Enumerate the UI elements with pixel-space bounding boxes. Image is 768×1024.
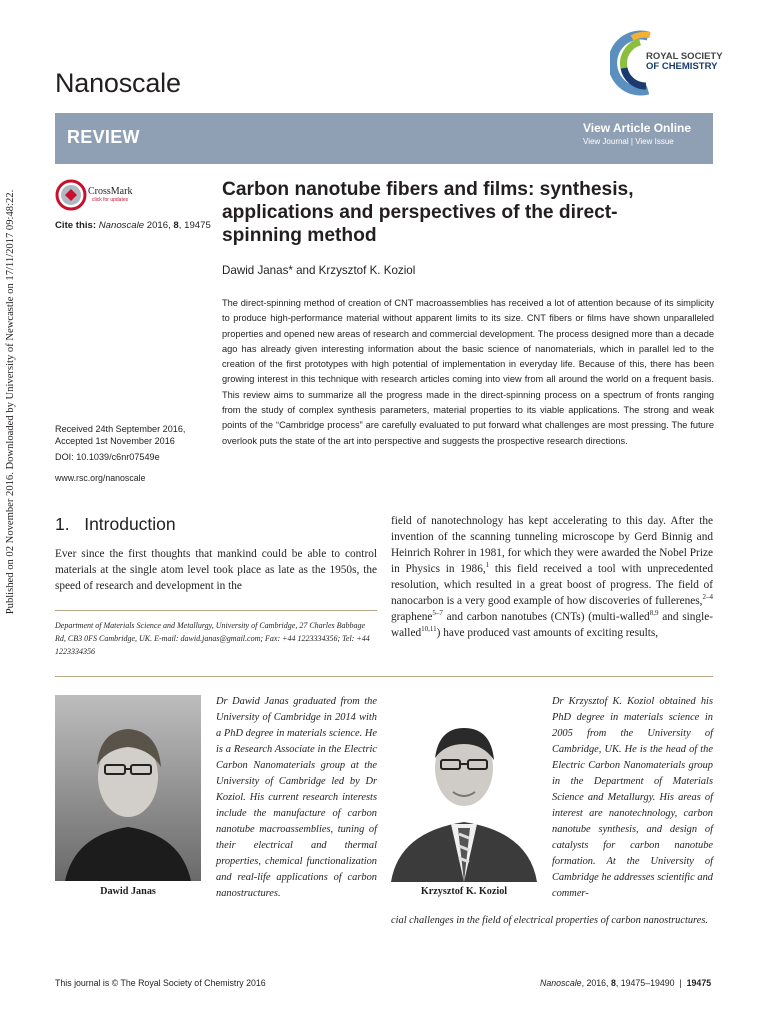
- biography-divider: [55, 676, 713, 677]
- download-stamp: Published on 02 November 2016. Downloaded by University of Newcastle on 17/11/2017 09:48:22.: [5, 189, 16, 615]
- cite-year: 2016,: [146, 220, 171, 231]
- citation-ref[interactable]: 5–7: [432, 609, 443, 618]
- author-list: Dawid Janas* and Krzysztof K. Koziol: [222, 264, 416, 277]
- accepted-date: Accepted 1st November 2016: [55, 436, 175, 446]
- footer-page-number: 19475: [686, 978, 712, 988]
- section-title: Introduction: [84, 514, 176, 534]
- citation-ref[interactable]: 8,9: [649, 609, 659, 618]
- cite-journal: Nanoscale: [98, 220, 145, 231]
- footer-copyright: This journal is © The Royal Society of Chemistry 2016: [55, 978, 266, 988]
- cite-page: 19475: [184, 220, 211, 231]
- footer-citation: [540, 978, 711, 988]
- publisher-logo-text: [646, 52, 723, 72]
- citation-ref[interactable]: 2–4: [702, 593, 713, 602]
- cite-prefix: Cite this:: [55, 220, 97, 231]
- footer-year: , 2016,: [581, 978, 609, 988]
- view-links: [583, 137, 674, 146]
- abstract: The direct-spinning method of creation of CNT macroassemblies has received a lot of attention because of its simplicity to produce high-performance material without apparent limits to its size. CNT fibers or films have shown unparalleled properties and opened new areas of research and commercial development. The process designed more than a decade ago has already given interesting information about the basic science of nanomaterials, which in parallel led to the creation of the first prototypes with high potential of implementation in everyday life. Because of this, there has been growing interest in this technique with research articles coming into view from all around the world on a frequent basis. This review aims to summarize all the progress made in the direct-spinning process on a spectrum of fronts ranging from the study of complex synthesis parameters, material properties to its viable applications. The strong and weak points of the “Cambridge process” are carefully evaluated to put forward what challenges are most pressing. The future overlook puts the state of the art into perspective and suggests the prospective research directions.: [222, 298, 714, 446]
- received-date: Received 24th September 2016,: [55, 424, 186, 434]
- author-photo-koziol: [391, 706, 537, 882]
- affiliation-note: Department of Materials Science and Metallurgy, University of Cambridge, 27 Charles Babbage Rd, CB3 0FS Cambridge, UK. E-mail: dawid.janas@gmail.com; Fax: +44 1223334356; Tel: +44 1223334356: [55, 621, 370, 656]
- affiliation-divider: [55, 610, 377, 611]
- footer-volume: 8: [610, 978, 616, 988]
- citation-line: Cite this: Nanoscale 2016, 8, 19475: [55, 220, 211, 231]
- publisher-line2: OF CHEMISTRY: [646, 61, 718, 72]
- section-number: 1.: [55, 514, 70, 534]
- view-journal-link[interactable]: View Journal: [583, 137, 629, 146]
- biography-koziol: Dr Krzysztof K. Koziol obtained his PhD degree in materials science in 2005 from the University of Cambridge, UK. He is the head of the Electric Carbon Nanomaterials group in the Department of Materials Science and Metallurgy. His areas of interest are nanotechnology, carbon nanotube synthesis, and design of catalysts for carbon nanotube formation. At the University of Cambridge he addresses scientific and commer-: [552, 696, 713, 899]
- author-photo-janas: [55, 695, 201, 881]
- citation-ref[interactable]: 1: [485, 561, 490, 570]
- footer-pages: , 19475–19490: [615, 978, 675, 988]
- biography-janas: Dr Dawid Janas graduated from the University of Cambridge in 2014 with a PhD degree in materials science. He is a Research Associate in the Electric Carbon Nanomaterials group at the University of Cambridge led by Dr Koziol. His current research interests include the manufacture of carbon nanotube macroassemblies, tuning of their electrical and thermal properties, chemical functionalization and real-life applications of carbon nanostructures.: [216, 696, 377, 899]
- publisher-line1: ROYAL SOCIETY: [646, 51, 723, 62]
- footer-separator: |: [679, 978, 682, 988]
- intro-paragraph-col1: Ever since the first thoughts that mankind could be able to control materials at the single atom level took place as late as the 1950s, the speed of research and development in the: [55, 548, 377, 592]
- crossmark-label[interactable]: CrossMark: [88, 186, 133, 197]
- received-dates: [55, 423, 185, 447]
- journal-url-link[interactable]: www.rsc.org/nanoscale: [55, 473, 146, 483]
- citation-ref[interactable]: 10,11: [421, 625, 437, 634]
- view-article-online-link[interactable]: View Article Online: [583, 121, 692, 135]
- crossmark-sublabel: click for updates: [92, 197, 129, 203]
- photo-caption-janas: Dawid Janas: [100, 886, 156, 897]
- view-issue-link[interactable]: View Issue: [635, 137, 674, 146]
- biography-koziol-continued: cial challenges in the field of electrical properties of carbon nanostructures.: [391, 915, 708, 926]
- section-heading: [55, 514, 176, 535]
- doi[interactable]: DOI: 10.1039/c6nr07549e: [55, 452, 160, 462]
- footer-journal: Nanoscale: [540, 978, 582, 988]
- link-separator: |: [630, 137, 633, 146]
- article-title: Carbon nanotube fibers and films: synthesis, applications and perspectives of the direct-spinning method: [222, 179, 634, 246]
- cite-volume: 8: [173, 220, 179, 231]
- article-type-label: REVIEW: [67, 127, 140, 147]
- intro-paragraph-col2: field of nanotechnology has kept accelerating to this day. After the invention of the scanning tunneling microscope by Gerd Binnig and Heinrich Rohrer in 1981, for which they were awarded the Nobel Prize in Physics in 1986,$^1$ this field received a tool with unprecedented resolution, which resulted in a great boost of progress. The field of nanocarbon is a very good example of how discoveries of fullerenes,$^{2-4}$ graphene$^{5-7}$ and carbon nanotubes (CNTs) (multi-walled$^{8,9}$ and single-walled$^{10,11}$) have produced vast amounts of exciting results,: [391, 515, 713, 639]
- photo-caption-koziol: Krzysztof K. Koziol: [420, 886, 508, 897]
- journal-title: Nanoscale: [55, 68, 181, 98]
